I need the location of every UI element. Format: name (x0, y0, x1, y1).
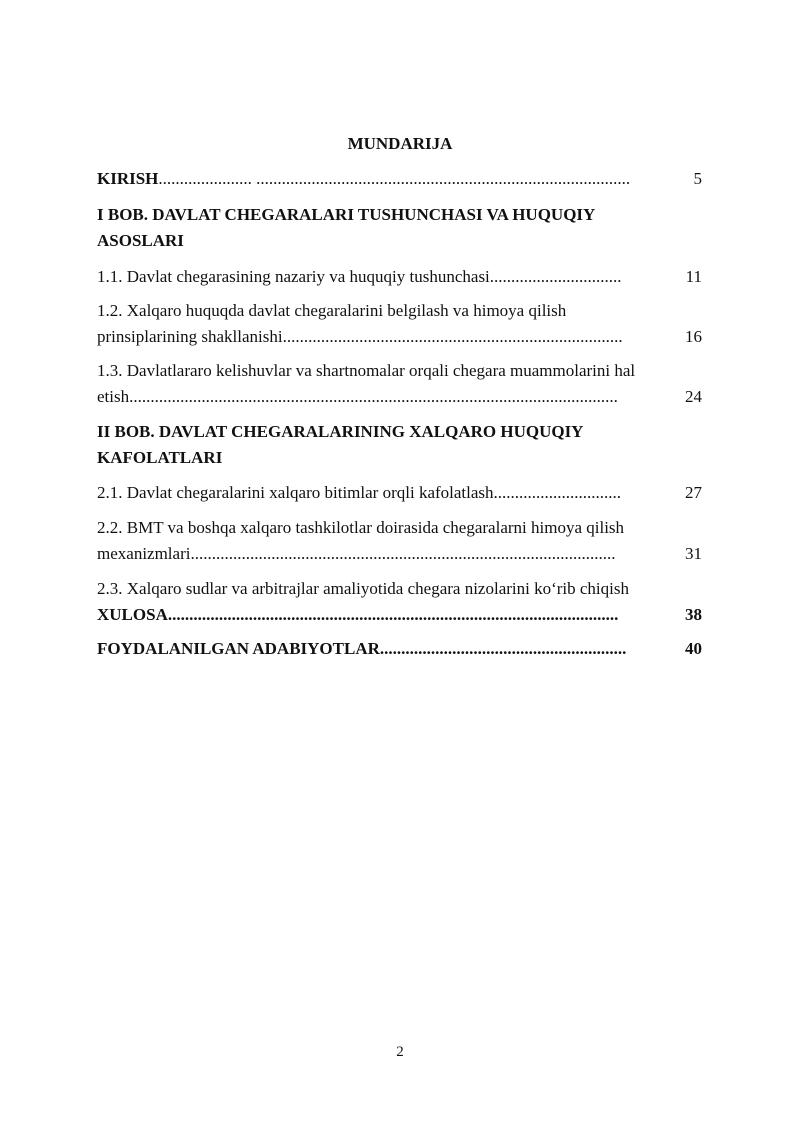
toc-section-1-1[interactable] (97, 264, 702, 290)
chapter-heading-line: I BOB. DAVLAT CHEGARALARI TUSHUNCHASI VA HUQUQIY (97, 205, 596, 224)
toc-chapter-1[interactable] (97, 202, 702, 254)
toc-page-number: 11 (685, 267, 702, 286)
toc-entry-label: 1.3. Davlatlararo kelishuvlar va shartnomalar orqali chegara muammolarini hal (97, 361, 636, 380)
toc-entry-label: KIRISH (97, 169, 159, 188)
toc-title: MUNDARIJA (347, 134, 453, 153)
toc-section-1-2[interactable] (97, 298, 702, 350)
toc-page-number: 31 (685, 544, 702, 563)
toc-entry-label: 1.1. Davlat chegarasining nazariy va huquqiy tushunchasi (97, 267, 490, 286)
toc-section-2-1[interactable] (97, 480, 702, 506)
dot-leader: ............................... (489, 267, 622, 286)
toc-chapter-2[interactable] (97, 419, 702, 471)
toc-entry-label: FOYDALANILGAN ADABIYOTLAR (97, 639, 380, 658)
page-number: 2 (396, 1044, 404, 1060)
toc-entry-references[interactable] (97, 636, 702, 662)
toc-entry-kirish[interactable] (97, 166, 702, 192)
dot-leader: ................................................................................................................... (129, 387, 618, 406)
chapter-heading-line: KAFOLATLARI (97, 448, 223, 467)
toc-entry-label: 1.2. Xalqaro huquqda davlat chegaralarini belgilash va himoya qilish (97, 301, 567, 320)
toc-entry-label: 2.1. Davlat chegaralarini xalqaro bitimlar orqli kafolatlash (97, 483, 494, 502)
toc-page-number: 24 (685, 387, 702, 406)
toc-section-2-3[interactable] (97, 576, 702, 602)
toc-entry-label: etish (97, 387, 130, 406)
dot-leader: .......................................................................................................... (167, 605, 619, 624)
toc-entry-label: prinsiplarining shakllanishi (97, 327, 283, 346)
toc-section-1-3[interactable] (97, 358, 702, 410)
toc-entry-xulosa[interactable] (97, 602, 702, 628)
toc-page-number: 5 (693, 169, 702, 188)
toc-entry-label: mexanizmlari (97, 544, 191, 563)
toc-entry-label: 2.3. Xalqaro sudlar va arbitrajlar amaliyotida chegara nizolarini ko‘rib chiqish (97, 579, 629, 598)
toc-page-number: 38 (685, 605, 702, 624)
toc-entry-label: 2.2. BMT va boshqa xalqaro tashkilotlar doirasida chegaralarni himoya qilish (97, 518, 625, 537)
toc-section-2-2[interactable] (97, 515, 702, 567)
toc-page-number: 27 (685, 483, 702, 502)
dot-leader: ...................... ........................................................................................ (158, 169, 631, 188)
toc-page-number: 40 (685, 639, 702, 658)
dot-leader: .............................. (493, 483, 622, 502)
dot-leader: .......................................................... (379, 639, 627, 658)
chapter-heading-line: ASOSLARI (97, 231, 184, 250)
toc-page-number: 16 (685, 327, 702, 346)
dot-leader: .................................................................................................... (190, 544, 616, 563)
chapter-heading-line: II BOB. DAVLAT CHEGARALARINING XALQARO HUQUQIY (97, 422, 584, 441)
dot-leader: ................................................................................ (282, 327, 623, 346)
toc-entry-label: XULOSA (97, 605, 168, 624)
